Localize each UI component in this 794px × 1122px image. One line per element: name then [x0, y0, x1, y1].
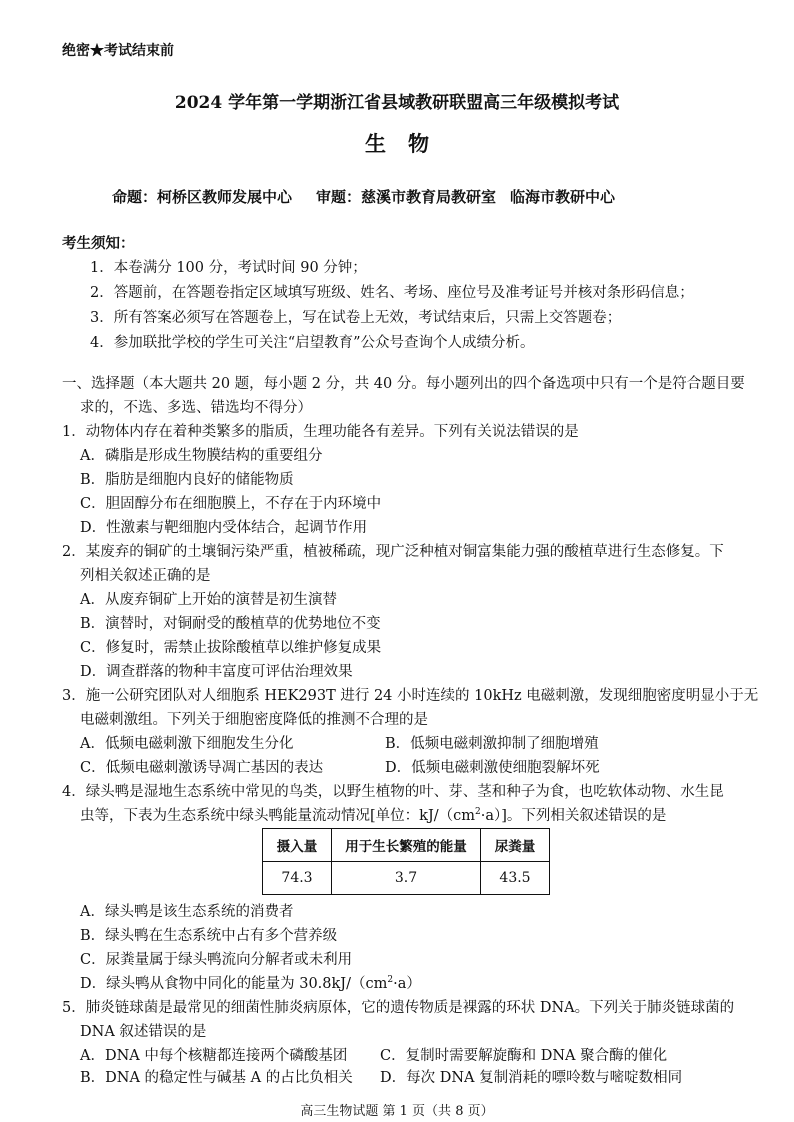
q1-option-d: D．性激素与靶细胞内受体结合，起调节作用	[80, 520, 368, 536]
notice-item: 1．本卷满分 100 分，考试时间 90 分钟；	[90, 260, 367, 276]
q4-option-d	[80, 972, 421, 993]
q5-option-a: A．DNA 中每个核糖都连接两个磷酸基团	[80, 1048, 348, 1064]
authors-line	[112, 186, 615, 207]
question-2-stem: 2．某废弃的铜矿的土壤铜污染严重，植被稀疏，现广泛种植对铜富集能力强的酸植草进行生态修复。下	[62, 544, 724, 560]
q2-option-c: C．修复时，需禁止拔除酸植草以维护修复成果	[80, 640, 382, 656]
q5-option-b: B．DNA 的稳定性与碱基 A 的占比负相关	[80, 1070, 353, 1086]
question-4-stem-cont	[80, 804, 666, 825]
notice-heading: 考生须知：	[62, 235, 135, 252]
table-row	[263, 862, 550, 895]
section-heading-cont: 求的，不选、多选、错选均不得分）	[80, 400, 312, 416]
question-3-stem-cont: 电磁刺激组。下列关于细胞密度降低的推测不合理的是	[80, 712, 428, 728]
page-footer: 高三生物试题 第 1 页（共 8 页）	[300, 1104, 494, 1119]
q2-option-a: A．从废弃铜矿上开始的演替是初生演替	[80, 592, 337, 608]
q1-option-c: C．胆固醇分布在细胞膜上，不存在于内环境中	[80, 496, 382, 512]
q1-option-a: A．磷脂是形成生物膜结构的重要组分	[80, 448, 323, 464]
exam-title: 2024 学年第一学期浙江省县域教研联盟高三年级模拟考试	[174, 93, 620, 113]
table-header-row	[263, 829, 550, 862]
q4-option-a: A．绿头鸭是该生态系统的消费者	[80, 904, 294, 920]
q3-option-d: D．低频电磁刺激使细胞裂解坏死	[385, 760, 600, 776]
q2-option-b: B．演替时，对铜耐受的酸植草的优势地位不变	[80, 616, 381, 632]
q4-d-end: ·a）	[393, 976, 421, 992]
q1-option-b: B．脂肪是细胞内良好的储能物质	[80, 472, 294, 488]
section-heading: 一、选择题（本大题共 20 题，每小题 2 分，共 40 分。每小题列出的四个备选项中只有一个是符合题目要	[62, 376, 745, 392]
q4-stem-end: ·a）]。下列相关叙述错误的是	[480, 808, 667, 824]
q5-option-c: C．复制时需要解旋酶和 DNA 聚合酶的催化	[380, 1048, 668, 1064]
question-2-stem-cont: 列相关叙述正确的是	[80, 568, 211, 584]
author-reviewer-2: 临海市教研中心	[510, 188, 616, 206]
q4-option-b: B．绿头鸭在生态系统中占有多个营养级	[80, 928, 338, 944]
q3-option-b: B．低频电磁刺激抑制了细胞增殖	[385, 736, 599, 752]
table-cell: 3.7	[332, 862, 481, 895]
table-header-cell: 摄入量	[263, 829, 332, 862]
q3-option-c: C．低频电磁刺激诱导凋亡基因的表达	[80, 760, 324, 776]
table-header-cell: 尿粪量	[481, 829, 550, 862]
author-setter: 命题：柯桥区教师发展中心	[112, 188, 293, 206]
question-5-stem: 5．肺炎链球菌是最常见的细菌性肺炎病原体，它的遗传物质是裸露的环状 DNA。下列关于肺炎链球菌的	[62, 1000, 735, 1016]
energy-table	[262, 828, 550, 895]
question-1-stem: 1．动物体内存在着种类繁多的脂质，生理功能各有差异。下列有关说法错误的是	[62, 424, 579, 440]
q4-stem-text: 虫等，下表为生态系统中绿头鸭能量流动情况[单位：kJ/（cm	[80, 808, 476, 824]
q3-option-a: A．低频电磁刺激下细胞发生分化	[80, 736, 294, 752]
notice-item: 2．答题前，在答题卷指定区域填写班级、姓名、考场、座位号及准考证号并核对条形码信息；	[90, 285, 694, 301]
author-reviewer: 审题：慈溪市教育局教研室	[316, 188, 497, 206]
notice-item: 3．所有答案必须写在答题卷上，写在试卷上无效，考试结束后，只需上交答题卷；	[90, 310, 622, 326]
q2-option-d: D．调查群落的物种丰富度可评估治理效果	[80, 664, 353, 680]
subject-title: 生物	[365, 131, 451, 156]
table-cell: 43.5	[481, 862, 550, 895]
q4-stem-sup: 2	[475, 807, 481, 818]
question-4-stem: 4．绿头鸭是湿地生态系统中常见的鸟类，以野生植物的叶、芽、茎和种子为食，也吃软体动物、水生昆	[62, 784, 724, 800]
q4-d-sup: 2	[387, 975, 394, 986]
question-3-stem: 3．施一公研究团队对人细胞系 HEK293T 进行 24 小时连续的 10kHz 电磁刺激，发现细胞密度明显小于无	[62, 688, 759, 704]
question-5-stem-cont: DNA 叙述错误的是	[80, 1024, 207, 1040]
q4-d-text: D．绿头鸭从食物中同化的能量为 30.8kJ/（cm	[80, 976, 388, 992]
notice-item: 4．参加联批学校的学生可关注“启望教育”公众号查询个人成绩分析。	[90, 335, 535, 351]
q4-option-c: C．尿粪量属于绿头鸭流向分解者或未利用	[80, 952, 353, 968]
table-cell: 74.3	[263, 862, 332, 895]
table-header-cell: 用于生长繁殖的能量	[332, 829, 481, 862]
q5-option-d: D．每次 DNA 复制消耗的嘌呤数与嘧啶数相同	[380, 1070, 683, 1086]
confidential-label: 绝密★考试结束前	[62, 43, 174, 59]
